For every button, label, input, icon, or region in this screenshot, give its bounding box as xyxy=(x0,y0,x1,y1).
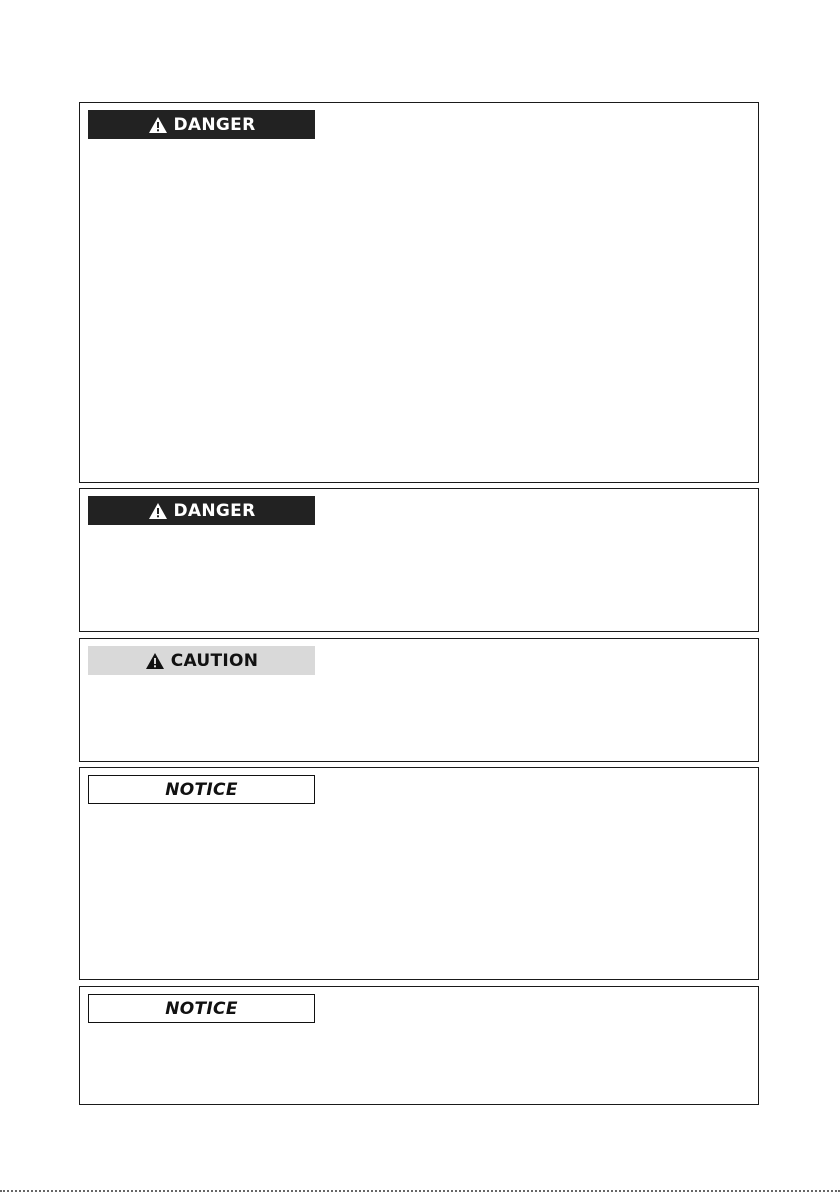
notice-label-text: NOTICE xyxy=(165,779,238,800)
caution-label-text: CAUTION xyxy=(170,650,259,671)
warning-triangle-icon xyxy=(148,116,168,134)
notice-label xyxy=(88,994,315,1023)
danger-label-text: DANGER xyxy=(173,500,256,521)
danger-label-text: DANGER xyxy=(173,114,256,135)
danger-notice-box xyxy=(79,488,759,632)
notice-box xyxy=(79,986,759,1105)
danger-label xyxy=(88,110,315,139)
notice-box xyxy=(79,767,759,980)
danger-label xyxy=(88,496,315,525)
warning-triangle-icon xyxy=(145,652,165,670)
caution-notice-box xyxy=(79,638,759,762)
notice-label-text: NOTICE xyxy=(165,998,238,1019)
caution-label xyxy=(88,646,315,675)
notice-label xyxy=(88,775,315,804)
warning-triangle-icon xyxy=(148,502,168,520)
danger-notice-box xyxy=(79,102,759,483)
